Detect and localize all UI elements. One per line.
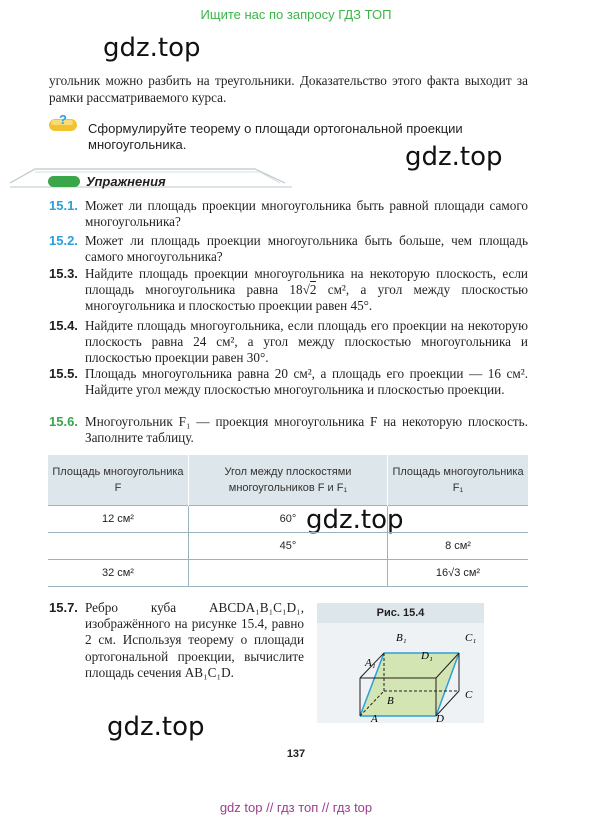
table-header: Площадь многоугольника F₁ bbox=[388, 455, 528, 506]
watermark: gdz.top bbox=[107, 712, 205, 742]
table-cell: 12 см² bbox=[48, 506, 188, 533]
intro-paragraph: угольник можно разбить на треугольники. Доказательство этого факта выходит за рамки рассматриваемого курса. bbox=[49, 73, 528, 105]
question-text: Сформулируйте теорему о площади ортогональной проекции многоугольника. bbox=[88, 121, 463, 152]
figure-15-4 bbox=[317, 603, 484, 723]
top-banner[interactable]: Ищите нас по запросу ГДЗ ТОП bbox=[200, 7, 392, 22]
exercise-text: Может ли площадь проекции многоугольника быть больше, чем площадь самого многоугольника? bbox=[85, 233, 528, 265]
exercise-text: Может ли площадь проекции многоугольника быть равной площади самого многоугольника? bbox=[85, 198, 528, 230]
exercise-15-6 bbox=[49, 414, 528, 446]
table-cell: 8 см² bbox=[388, 533, 528, 560]
vertex-label-a1: A₁ bbox=[365, 657, 376, 669]
table-cell: 16√3 см² bbox=[388, 560, 528, 587]
sqrt-expression: 18√2 см² bbox=[289, 282, 346, 298]
area-table bbox=[48, 455, 528, 587]
exercise-number: 15.3. bbox=[49, 266, 78, 281]
exercise-text: Многоугольник F₁ — проекция многоугольника F на некоторую плоскость. Заполните таблицу. bbox=[85, 414, 528, 446]
section-badge-icon bbox=[48, 176, 80, 187]
footer-links[interactable]: gdz top // гдз топ // гдз top bbox=[219, 800, 373, 815]
exercise-text: Площадь многоугольника равна 20 см², а площадь его проекции — 16 см². Найдите угол между плоскостью многоугольника и плоскостью проекции. bbox=[85, 366, 528, 398]
table-cell bbox=[388, 506, 528, 533]
table-cell: 32 см² bbox=[48, 560, 188, 587]
exercise-number: 15.5. bbox=[49, 366, 78, 381]
vertex-label-d1: D₁ bbox=[421, 650, 433, 662]
table-header: Угол между плоскостями многоугольников F и F₁ bbox=[188, 455, 387, 506]
figure-title: Рис. 15.4 bbox=[317, 603, 484, 623]
table-header-row bbox=[48, 455, 528, 506]
table-cell bbox=[188, 560, 387, 587]
table-row bbox=[48, 506, 528, 533]
exercise-15-4 bbox=[49, 318, 528, 367]
exercise-15-5 bbox=[49, 366, 528, 398]
page-number: 137 bbox=[286, 748, 306, 760]
vertex-label-c1: C₁ bbox=[465, 632, 477, 644]
exercise-15-2 bbox=[49, 233, 528, 265]
exercise-number: 15.1. bbox=[49, 198, 78, 213]
section-title: Упражнения bbox=[86, 174, 166, 189]
watermark: gdz.top bbox=[306, 505, 404, 535]
table-row bbox=[48, 533, 528, 560]
watermark: gdz.top bbox=[103, 33, 201, 63]
table-cell: 60° bbox=[188, 506, 387, 533]
exercise-text: Найдите площадь проекции многоугольника на некоторую плоскость, если площадь многоугольника равна 18√2 см², а угол между плоскостью многоугольника и плоскостью проекции равен 45°. bbox=[85, 266, 528, 314]
vertex-label-c: C bbox=[465, 689, 473, 701]
table-cell: 45° bbox=[188, 533, 387, 560]
watermark: gdz.top bbox=[405, 142, 503, 172]
exercise-number: 15.6. bbox=[49, 414, 78, 429]
exercise-number: 15.2. bbox=[49, 233, 78, 248]
exercise-15-7 bbox=[49, 600, 304, 681]
exercise-15-3 bbox=[49, 266, 528, 315]
svg-text:?: ? bbox=[59, 114, 67, 127]
table-header: Площадь многоугольника F bbox=[48, 455, 188, 506]
exercise-text: Найдите площадь многоугольника, если площадь его проекции на некоторую плоскость равна 24 см², а угол между плоскостью многоугольника и плоскостью проекции равен 30°. bbox=[85, 318, 528, 366]
vertex-label-b: B bbox=[387, 695, 394, 707]
exercise-text: Ребро куба ABCDA₁B₁C₁D₁, изображённого на рисунке 15.4, равно 2 см. Используя теорему о площади ортогональной проекции, вычислите площадь сечения AB₁C₁D. bbox=[85, 600, 304, 680]
table-row bbox=[48, 560, 528, 587]
vertex-label-d: D bbox=[436, 713, 444, 723]
question-icon bbox=[48, 114, 78, 132]
exercise-15-1 bbox=[49, 198, 528, 230]
table-cell bbox=[48, 533, 188, 560]
exercise-number: 15.7. bbox=[49, 600, 78, 615]
vertex-label-b1: B₁ bbox=[396, 632, 407, 644]
vertex-label-a: A bbox=[371, 713, 378, 723]
exercise-number: 15.4. bbox=[49, 318, 78, 333]
cube-drawing bbox=[317, 623, 484, 723]
